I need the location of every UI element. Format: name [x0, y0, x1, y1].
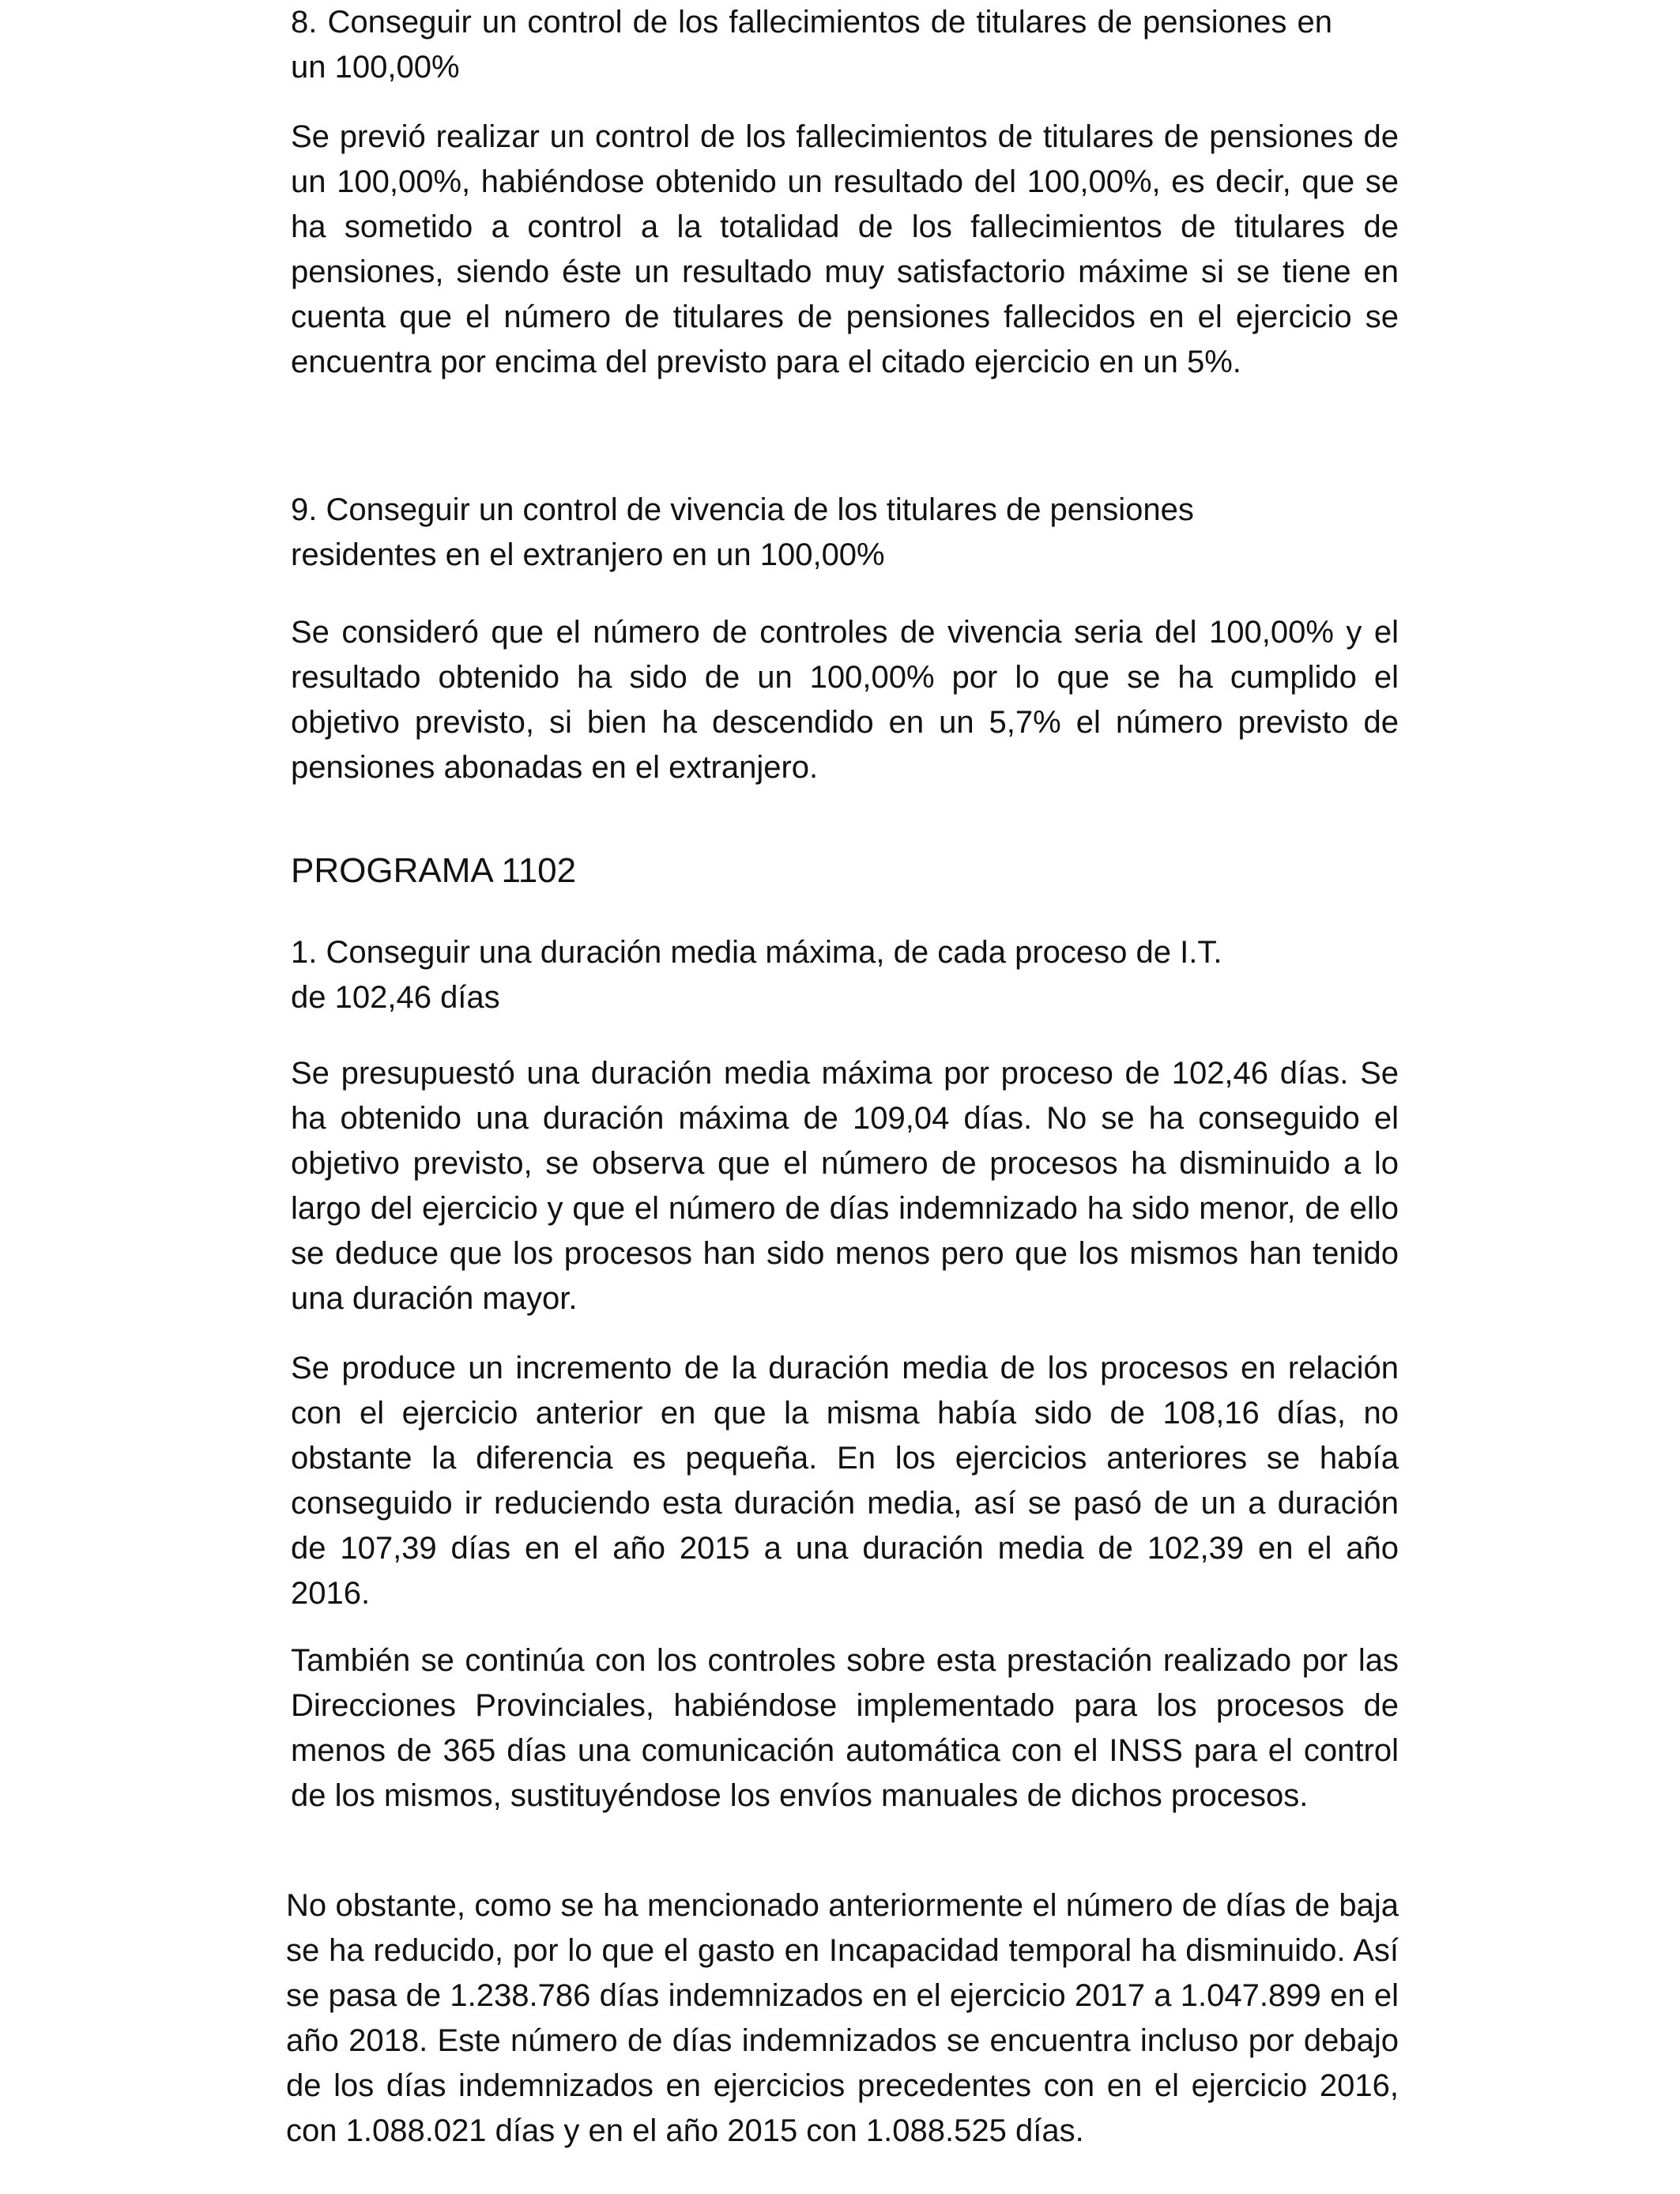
objective-1-paragraph-2: Se produce un incremento de la duración media de los procesos en relación con el ejercicio anterior en que la misma había sido de 108,16 días, no obstante la diferencia es pequeña. En los ejercicios anteriores se había conseguido ir reduciendo esta duración media, así se pasó de un a duración de 107,39 días en el año 2015 a una duración media de 102,39 en el año 2016. [291, 1351, 1399, 1611]
objective-1-heading-line2: de 102,46 días [291, 980, 500, 1015]
objective-1-paragraph-3: También se continúa con los controles sobre esta prestación realizado por las Direcciones Provinciales, habiéndose implementado para los procesos de menos de 365 días una comunicación automática con el INSS para el control de los mismos, sustituyéndose los envíos manuales de dichos procesos. [291, 1643, 1399, 1813]
section-9-heading-line1: 9. Conseguir un control de vivencia de los titulares de pensiones [291, 492, 1194, 527]
section-9-heading-line2: residentes en el extranjero en un 100,00% [291, 537, 885, 572]
section-8-heading: 8. Conseguir un control de los fallecimientos de titulares de pensiones en un 100,00% [291, 5, 1332, 85]
objective-1-heading-line1: 1. Conseguir una duración media máxima, de cada proceso de I.T. [291, 935, 1222, 970]
section-9-paragraph: Se consideró que el número de controles de vivencia seria del 100,00% y el resultado obtenido ha sido de un 100,00% por lo que se ha cumplido el objetivo previsto, si bien ha descendido en un 5,7% el número previsto de pensiones abonadas en el extranjero. [291, 615, 1399, 785]
objective-1-paragraph-1: Se presupuestó una duración media máxima por proceso de 102,46 días. Se ha obtenido una duración máxima de 109,04 días. No se ha conseguido el objetivo previsto, se observa que el número de procesos ha disminuido a lo largo del ejercicio y que el número de días indemnizado ha sido menor, de ello se deduce que los procesos han sido menos pero que los mismos han tenido una duración mayor. [291, 1056, 1399, 1316]
objective-1-paragraph-4: No obstante, como se ha mencionado anteriormente el número de días de baja se ha reducido, por lo que el gasto en Incapacidad temporal ha disminuido. Así se pasa de 1.238.786 días indemnizados en el ejercicio 2017 a 1.047.899 en el año 2018. Este número de días indemnizados se encuentra incluso por debajo de los días indemnizados en ejercicios precedentes con en el ejercicio 2016, con 1.088.021 días y en el año 2015 con 1.088.525 días. [286, 1888, 1399, 2148]
section-9-heading [291, 488, 1399, 578]
program-title: PROGRAMA 1102 [291, 851, 577, 890]
section-8-paragraph: Se previó realizar un control de los fallecimientos de titulares de pensiones de un 100,00%, habiéndose obtenido un resultado del 100,00%, es decir, que se ha sometido a control a la totalidad de los fallecimientos de titulares de pensiones, siendo éste un resultado muy satisfactorio máxime si se tiene en cuenta que el número de titulares de pensiones fallecidos en el ejercicio se encuentra por encima del previsto para el citado ejercicio en un 5%. [291, 119, 1399, 379]
objective-1-heading [291, 930, 1399, 1020]
